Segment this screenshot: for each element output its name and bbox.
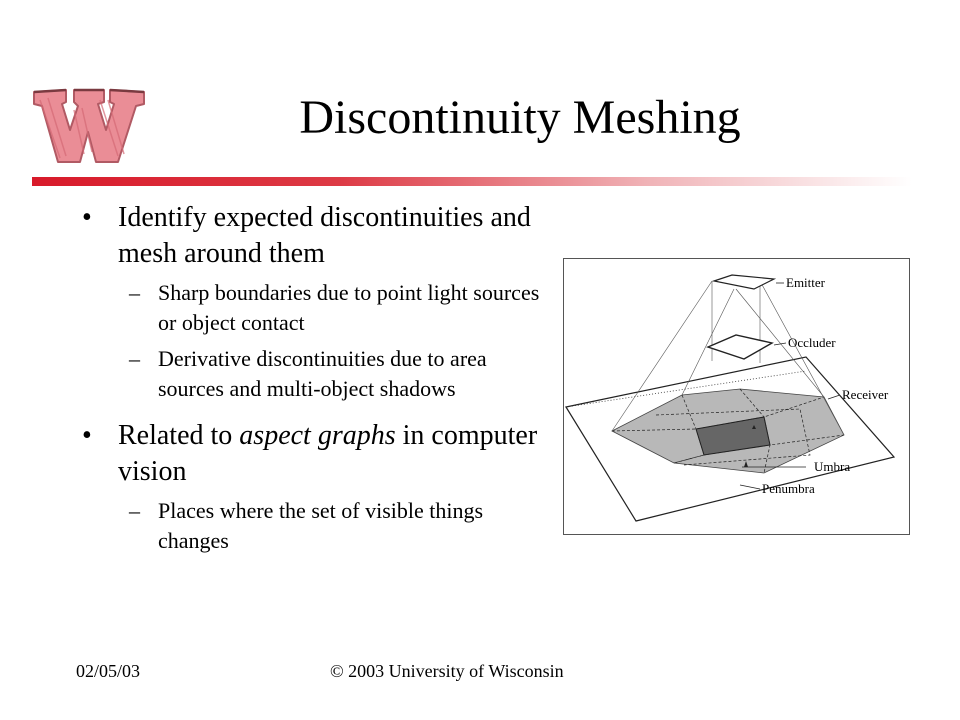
bullet-glyph: • — [82, 202, 92, 233]
title-divider — [32, 177, 912, 186]
sub-bullet-item — [82, 496, 552, 556]
label-umbra: Umbra — [814, 459, 851, 474]
dash-glyph: – — [129, 346, 140, 371]
uw-logo — [26, 70, 156, 170]
sub-bullet-item — [82, 344, 552, 404]
occluder-shape — [708, 335, 772, 359]
bullet-text-end: in computer vision — [118, 420, 538, 487]
bullet-item — [82, 418, 552, 490]
bullet-list — [82, 197, 552, 556]
footer-copyright: © 2003 University of Wisconsin — [330, 661, 564, 681]
slide-title: Discontinuity Meshing — [299, 91, 741, 144]
sub-bullet-text: Derivative discontinuities due to area sources and multi-object shadows — [158, 346, 487, 401]
bullet-glyph: • — [82, 420, 92, 451]
footer-date: 02/05/03 — [76, 661, 141, 681]
dash-glyph: – — [129, 498, 140, 523]
bullet-text: Identify expected discontinuities and mesh around them — [118, 202, 531, 269]
label-occluder: Occluder — [788, 335, 836, 350]
label-emitter: Emitter — [786, 275, 825, 290]
shadow-diagram — [563, 258, 910, 535]
emitter-shape — [714, 275, 774, 289]
sub-bullet-text: Places where the set of visible things changes — [158, 498, 484, 553]
bullet-item — [82, 200, 552, 272]
bullet-text-italic: aspect graphs — [239, 420, 396, 451]
w-letter-shape — [34, 90, 144, 162]
bullet-text-start: Related to — [118, 420, 240, 451]
sub-bullet-item — [82, 278, 552, 338]
dash-glyph: – — [129, 280, 140, 305]
sub-bullet-text: Sharp boundaries due to point light sources or object contact — [158, 280, 540, 335]
label-penumbra: Penumbra — [762, 481, 815, 496]
label-receiver: Receiver — [842, 387, 889, 402]
